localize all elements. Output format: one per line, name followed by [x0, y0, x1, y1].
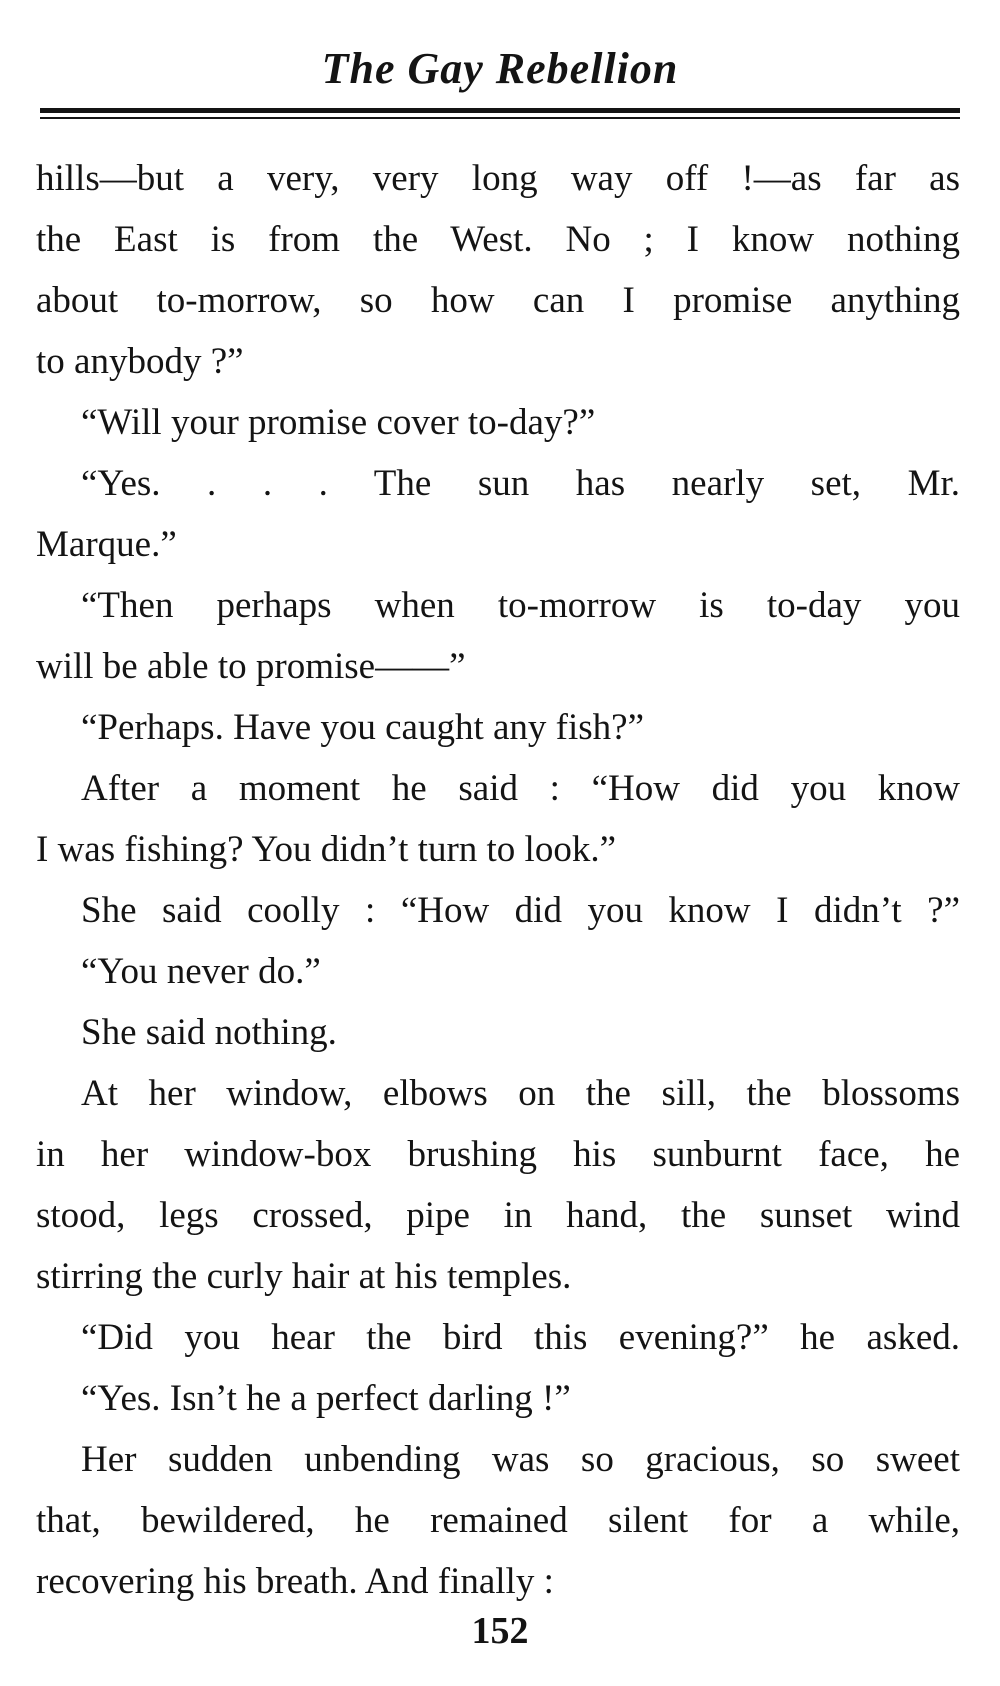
text-line: “Will your promise cover to-day?” [81, 402, 596, 443]
text-line: “Then perhaps when to-morrow is to-day you [81, 585, 960, 626]
text-line: recovering his breath. And finally : [36, 1561, 554, 1602]
text-line: “Perhaps. Have you caught any fish?” [81, 707, 645, 748]
text-line: “Yes. . . . The sun has nearly set, Mr. [81, 463, 960, 504]
text-line: Her sudden unbending was so gracious, so sweet [81, 1439, 960, 1480]
page-number: 152 [471, 1610, 529, 1652]
text-line: “You never do.” [81, 951, 321, 992]
header-rule-thin [40, 117, 960, 119]
text-line: will be able to promise——” [36, 646, 466, 687]
running-head-title: The Gay Rebellion [321, 44, 679, 93]
text-line: After a moment he said : “How did you know [81, 768, 960, 809]
text-line: hills—but a very, very long way off !—as far as [36, 158, 960, 199]
text-line: the East is from the West. No ; I know nothing [36, 219, 960, 260]
text-line: “Yes. Isn’t he a perfect darling !” [81, 1378, 571, 1419]
text-line: in her window-box brushing his sunburnt face, he [36, 1134, 960, 1175]
text-line: I was fishing? You didn’t turn to look.” [36, 829, 617, 870]
header-rule-thick [40, 108, 960, 113]
text-line: “Did you hear the bird this evening?” he asked. [81, 1317, 960, 1358]
text-line: She said nothing. [81, 1012, 337, 1053]
text-line: Marque.” [36, 524, 177, 565]
text-line: to anybody ?” [36, 341, 244, 382]
body-text [36, 148, 960, 1612]
text-line: that, bewildered, he remained silent for a while, [36, 1500, 960, 1541]
text-line: about to-morrow, so how can I promise anything [36, 280, 960, 321]
text-line: She said coolly : “How did you know I didn’t ?” [81, 890, 960, 931]
text-line: At her window, elbows on the sill, the blossoms [81, 1073, 960, 1114]
text-line: stood, legs crossed, pipe in hand, the sunset wind [36, 1195, 960, 1236]
text-line: stirring the curly hair at his temples. [36, 1256, 572, 1297]
